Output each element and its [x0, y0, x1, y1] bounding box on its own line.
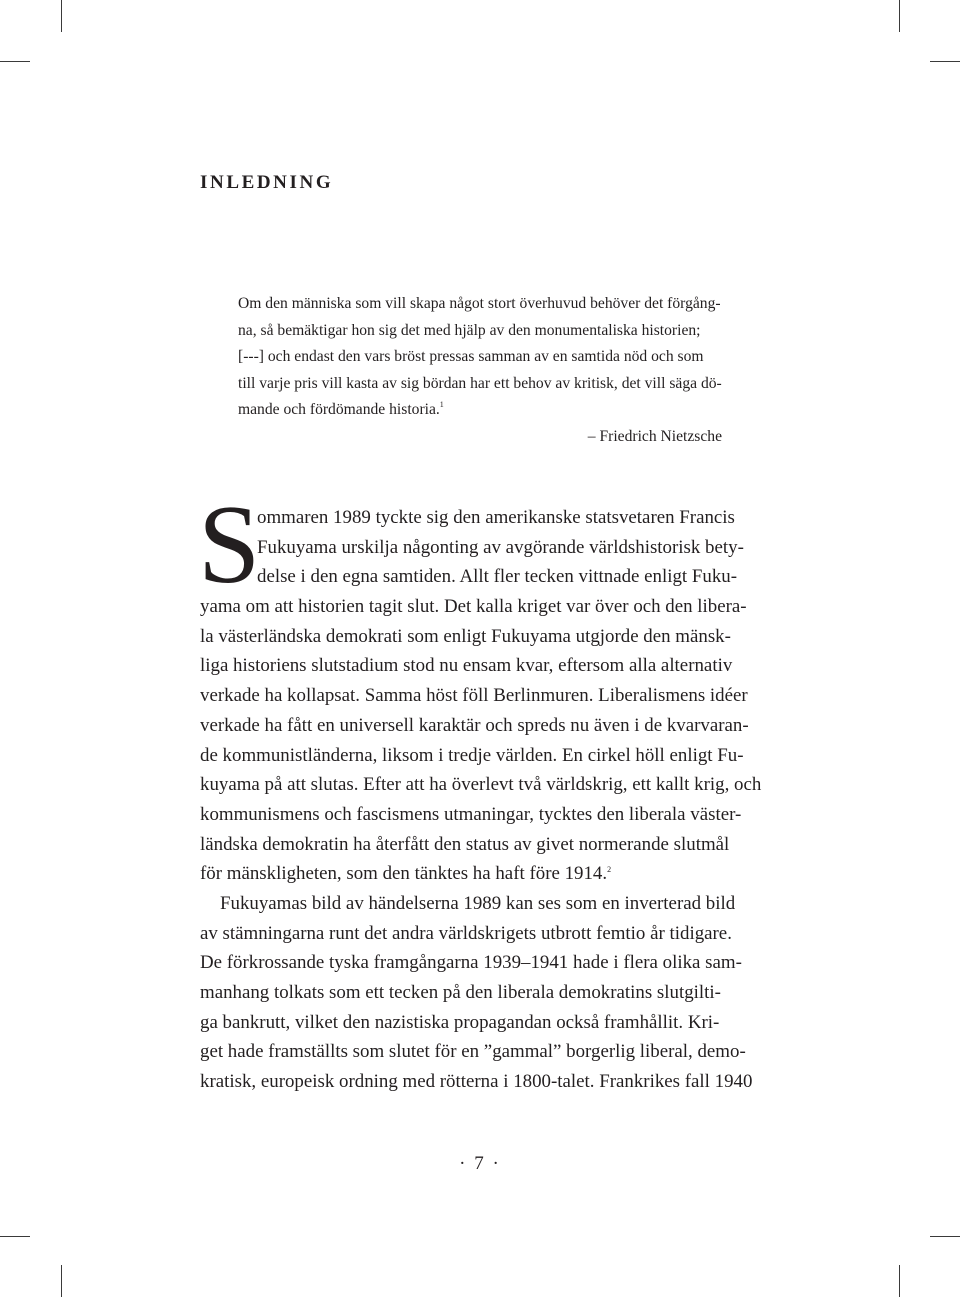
body-line: la västerländska demokrati som enligt Fukuyama utgjorde den mänsk-	[200, 625, 731, 647]
epigraph-line-text: mande och fördömande historia.	[238, 401, 440, 419]
crop-mark-top-left	[61, 0, 62, 32]
body-line: kratisk, europeisk ordning med rötterna i 1800-talet. Frankrikes fall 1940	[200, 1071, 753, 1093]
body-line: Fukuyama urskilja någonting av avgörande världshistorisk bety-	[257, 536, 744, 558]
body-line: Fukuyamas bild av händelserna 1989 kan ses som en inverterad bild	[220, 892, 736, 914]
epigraph-line	[238, 397, 722, 424]
crop-mark-bottom-right-h	[930, 1236, 960, 1237]
body-line	[200, 859, 764, 889]
body-line: kommunismens och fascismens utmaningar, tycktes den liberala väster-	[200, 803, 742, 825]
body-line: verkade ha fått en universell karaktär och spreds nu även i de kvarvaran-	[200, 714, 749, 736]
crop-mark-top-right	[899, 0, 900, 32]
epigraph-line: till varje pris vill kasta av sig bördan har ett behov av kritisk, det vill säga dö-	[238, 374, 722, 392]
body-line: yama om att historien tagit slut. Det kalla kriget var över och den libera-	[200, 596, 747, 618]
body-line: de kommunistländerna, liksom i tredje världen. En cirkel höll enligt Fu-	[200, 744, 744, 766]
body-line: manhang tolkats som ett tecken på den liberala demokratins slutgilti-	[200, 982, 721, 1003]
body-line: verkade ha kollapsat. Samma höst föll Berlinmuren. Liberalismens idéer	[200, 685, 748, 707]
crop-mark-top-left-h	[0, 61, 30, 62]
body-line: delse i den egna samtiden. Allt fler tecken vittnade enligt Fuku-	[257, 566, 738, 588]
body-text	[200, 503, 764, 1097]
epigraph-line: [---] och endast den vars bröst pressas samman av en samtida nöd och som	[238, 348, 704, 366]
body-line: get hade framställts som slutet för en ”gammal” borgerlig liberal, demo-	[200, 1041, 746, 1063]
body-line: av stämningarna runt det andra världskrigets utbrott femtio år tidigare.	[200, 922, 732, 944]
page-number: · 7 ·	[459, 1153, 501, 1174]
crop-mark-bottom-left-h	[0, 1236, 30, 1237]
body-line: kuyama på att slutas. Efter att ha överlevt två världskrig, ett kallt krig, och	[200, 774, 762, 796]
body-line: ommaren 1989 tyckte sig den amerikanske statsvetaren Francis	[257, 507, 735, 528]
crop-mark-top-right-h	[930, 61, 960, 62]
epigraph-line: Om den människa som vill skapa något stort överhuvud behöver det förgång-	[238, 295, 721, 312]
footnote-marker-2: 2	[607, 865, 612, 875]
crop-mark-bottom-right	[899, 1265, 900, 1297]
crop-mark-bottom-left	[61, 1265, 62, 1297]
body-line: ga bankrutt, vilket den nazistiska propagandan också framhållit. Kri-	[200, 1011, 720, 1033]
body-line-text: för mänskligheten, som den tänktes ha haft före 1914.	[200, 863, 608, 885]
body-line: ländska demokratin ha återfått den status av givet normerande slutmål	[200, 833, 730, 855]
epigraph-line: na, så bemäktigar hon sig det med hjälp av den monumentaliska historien;	[238, 321, 701, 339]
body-line: De förkrossande tyska framgångarna 1939–1941 hade i flera olika sam-	[200, 952, 742, 974]
chapter-title: inledning	[200, 164, 334, 194]
epigraph	[238, 291, 722, 451]
epigraph-attribution: – Friedrich Nietzsche	[587, 427, 722, 445]
body-line: liga historiens slutstadium stod nu ensam kvar, eftersom alla alternativ	[200, 655, 733, 677]
drop-cap: S	[198, 483, 261, 607]
footnote-marker: 1	[439, 400, 444, 410]
